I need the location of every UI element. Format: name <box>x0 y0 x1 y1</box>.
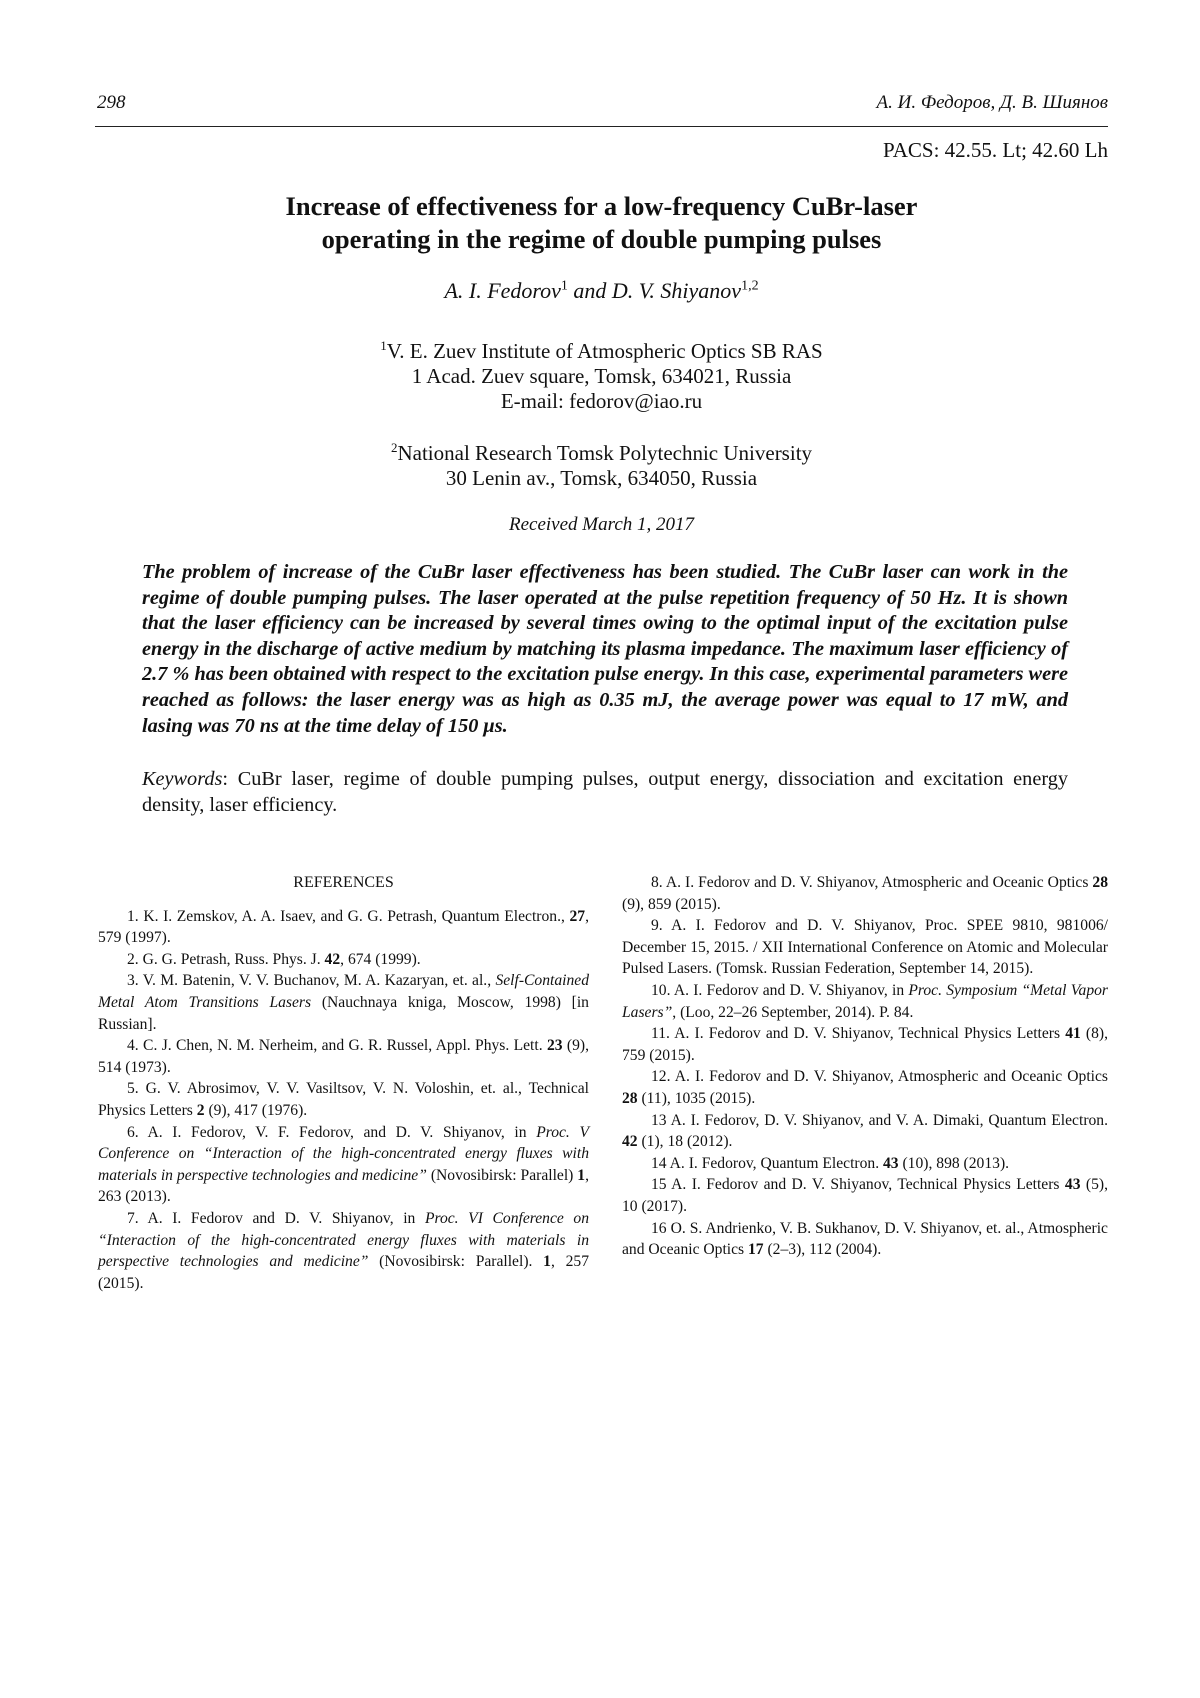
reference-number: 3. <box>127 972 143 990</box>
reference-text: (Novosibirsk: Parallel) <box>426 1166 578 1184</box>
reference-number: 10. <box>651 981 674 999</box>
reference-item <box>622 1174 1108 1217</box>
pacs-codes: PACS: 42.55. Lt; 42.60 Lh <box>882 138 1108 162</box>
reference-text: O. S. Andrienko, V. B. Sukhanov, D. V. Shiyanov, et. al., Atmospheric and Oceanic Optics <box>622 1219 1108 1259</box>
reference-volume: 41 <box>1065 1025 1081 1043</box>
reference-volume: 23 <box>546 1037 563 1055</box>
reference-item <box>98 1208 589 1294</box>
keywords-label: Keywords <box>142 768 223 790</box>
reference-item <box>622 1218 1108 1261</box>
reference-number: 14 <box>651 1154 670 1172</box>
reference-text: A. I. Fedorov and D. V. Shiyanov, Technical Physics Letters <box>671 1176 1065 1194</box>
received-date: Received March 1, 2017 <box>509 514 694 535</box>
affiliation-1 <box>95 333 1108 414</box>
affiliation-marker: 1 <box>560 278 568 294</box>
reference-title: Proc. VI Conference on “Interaction of the high-concentrated energy fluxes with materials in perspective technologies and medicine” <box>98 1209 589 1271</box>
reference-text: A. I. Fedorov, Quantum Electron. <box>669 1154 883 1172</box>
reference-item <box>622 915 1108 980</box>
title-line-2: operating in the regime of double pumping pulses <box>321 224 882 254</box>
reference-volume: 43 <box>883 1154 899 1172</box>
reference-text: (9), 514 (1973). <box>98 1037 589 1076</box>
header-rule <box>95 126 1108 127</box>
reference-volume: 2 <box>196 1101 205 1119</box>
article-title <box>95 190 1108 256</box>
reference-item <box>98 970 589 1035</box>
reference-text: A. I. Fedorov, V. F. Fedorov, and D. V. Shiyanov, in <box>147 1123 537 1141</box>
reference-number: 15 <box>651 1176 672 1194</box>
reference-number: 9. <box>651 917 672 935</box>
reference-volume: 27 <box>569 907 586 925</box>
reference-text: , 257 (2015). <box>98 1253 590 1292</box>
keywords-text: : CuBr laser, regime of double pumping pulses, output energy, dissociation and excitation energy density, laser efficiency. <box>142 768 1068 816</box>
reference-number: 2. <box>127 950 143 968</box>
reference-title: Proc. Symposium “Metal Vapor Lasers” <box>622 981 1108 1021</box>
reference-number: 13 <box>651 1111 671 1129</box>
reference-text: (Novosibirsk: Parallel). <box>368 1253 544 1271</box>
reference-text: (11), 1035 (2015). <box>637 1089 756 1107</box>
institution-address: 1 Acad. Zuev square, Tomsk, 634021, Russia <box>411 364 792 388</box>
affiliation-marker: 1,2 <box>741 278 759 294</box>
reference-text: G. V. Abrosimov, V. V. Vasiltsov, V. N. Voloshin, et. al., Technical Physics Letters <box>98 1080 589 1119</box>
reference-item <box>622 872 1108 915</box>
references-column-left <box>98 872 589 1294</box>
reference-title: Proc. V Conference on “Interaction of the high-concentrated energy fluxes with materials in perspective technologies and medicine” <box>98 1123 590 1184</box>
reference-text: A. I. Fedorov and D. V. Shiyanov, Proc. SPEE 9810, 981006/ December 15, 2015. / XII International Conference on Atomic and Molecular Pulsed Lasers. (Tomsk. Russian Federation, September 14, 2015). <box>622 917 1108 978</box>
reference-item <box>622 1066 1108 1109</box>
reference-list <box>98 906 589 1295</box>
reference-volume: 28 <box>1092 874 1108 891</box>
reference-text: A. I. Fedorov and D. V. Shiyanov, in <box>673 981 909 999</box>
reference-volume: 43 <box>1064 1176 1081 1194</box>
reference-item <box>622 1023 1108 1066</box>
reference-text: (2–3), 112 (2004). <box>763 1241 882 1259</box>
reference-text: (9), 859 (2015). <box>622 895 721 913</box>
reference-text: (10), 898 (2013). <box>898 1154 1010 1172</box>
reference-text: , (Loo, 22–26 September, 2014). P. 84. <box>672 1003 914 1021</box>
reference-text: K. I. Zemskov, A. A. Isaev, and G. G. Petrash, Quantum Electron., <box>143 907 570 925</box>
keywords <box>142 766 1068 818</box>
reference-number: 1. <box>127 907 144 925</box>
author-list <box>95 278 1108 304</box>
reference-number: 16 <box>651 1219 671 1237</box>
title-line-1: Increase of effectiveness for a low-frequency CuBr-laser <box>285 191 918 221</box>
reference-item <box>622 980 1108 1023</box>
reference-text: A. I. Fedorov and D. V. Shiyanov, Atmospheric and Oceanic Optics <box>674 1068 1109 1086</box>
reference-volume: 1 <box>577 1166 586 1184</box>
reference-item <box>622 1153 1108 1175</box>
reference-item <box>98 949 589 971</box>
reference-text: (5), 10 (2017). <box>622 1176 1108 1215</box>
author-name: A. I. Fedorov <box>444 278 561 303</box>
affiliation-number: 1 <box>380 338 387 353</box>
reference-number: 8. <box>651 874 666 891</box>
reference-text: A. I. Fedorov, D. V. Shiyanov, and V. A. Dimaki, Quantum Electron. <box>670 1111 1108 1129</box>
reference-item <box>622 1110 1108 1153</box>
references-heading: REFERENCES <box>293 874 394 891</box>
reference-text: (9), 417 (1976). <box>204 1101 308 1119</box>
reference-text: C. J. Chen, N. M. Nerheim, and G. R. Russel, Appl. Phys. Lett. <box>143 1037 547 1055</box>
institution-address: 30 Lenin av., Tomsk, 634050, Russia <box>445 466 758 490</box>
reference-item <box>98 1078 589 1121</box>
contact-email: E-mail: fedorov@iao.ru <box>500 389 703 413</box>
reference-text: (1), 18 (2012). <box>637 1133 733 1151</box>
reference-number: 6. <box>127 1123 148 1141</box>
author-name: D. V. Shiyanov <box>611 278 742 303</box>
reference-text: , 674 (1999). <box>340 950 421 968</box>
affiliation-2 <box>95 435 1108 491</box>
reference-text: , 579 (1997). <box>98 907 589 947</box>
references-column-right <box>622 872 1108 1261</box>
page-number: 298 <box>97 92 126 113</box>
reference-volume: 42 <box>324 950 341 968</box>
reference-item <box>98 906 589 949</box>
reference-list <box>622 872 1108 1261</box>
institution-name: National Research Tomsk Polytechnic University <box>397 441 813 465</box>
author-conjunction: and <box>567 278 612 303</box>
reference-title: Self-Contained Metal Atom Transitions Lasers <box>98 972 589 1011</box>
reference-number: 7. <box>127 1209 148 1227</box>
reference-volume: 28 <box>622 1089 638 1107</box>
reference-number: 5. <box>127 1080 146 1098</box>
abstract: The problem of increase of the CuBr laser effectiveness has been studied. The CuBr laser can work in the regime of double pumping pulses. The laser operated at the pulse repetition frequency of 50 Hz. It is shown that the laser efficiency can be increased by several times owing to the optimal input of the excitation pulse energy in the discharge of active medium by matching its plasma impedance. The maximum laser efficiency of 2.7 % has been obtained with respect to the excitation pulse energy. In this case, experimental parameters were reached as follows: the laser energy was as high as 0.35 mJ, the average power was equal to 17 mW, and lasing was 70 ns at the time delay of 150 μs. <box>142 561 1068 737</box>
reference-item <box>98 1122 589 1208</box>
reference-text: A. I. Fedorov and D. V. Shiyanov, Technical Physics Letters <box>674 1025 1066 1043</box>
reference-text: G. G. Petrash, Russ. Phys. J. <box>142 950 325 968</box>
reference-volume: 17 <box>748 1241 764 1259</box>
reference-text: , 263 (2013). <box>98 1166 589 1206</box>
running-authors: А. И. Федоров, Д. В. Шиянов <box>876 92 1108 113</box>
reference-number: 11. <box>651 1025 675 1043</box>
reference-text: V. M. Batenin, V. V. Buchanov, M. A. Kazaryan, et. al., <box>142 972 496 990</box>
institution-name: V. E. Zuev Institute of Atmospheric Optics SB RAS <box>386 339 823 363</box>
reference-text: (Nauchnaya kniga, Moscow, 1998) [in Russian]. <box>98 993 589 1033</box>
reference-volume: 42 <box>622 1133 638 1151</box>
affiliation-number: 2 <box>390 440 398 455</box>
reference-number: 4. <box>127 1037 144 1055</box>
reference-text: A. I. Fedorov and D. V. Shiyanov, in <box>147 1209 425 1227</box>
reference-text: A. I. Fedorov and D. V. Shiyanov, Atmospheric and Oceanic Optics <box>665 874 1093 891</box>
reference-number: 12. <box>651 1068 675 1086</box>
reference-item <box>98 1035 589 1078</box>
reference-volume: 1 <box>543 1253 551 1271</box>
reference-text: (8), 759 (2015). <box>622 1025 1108 1064</box>
